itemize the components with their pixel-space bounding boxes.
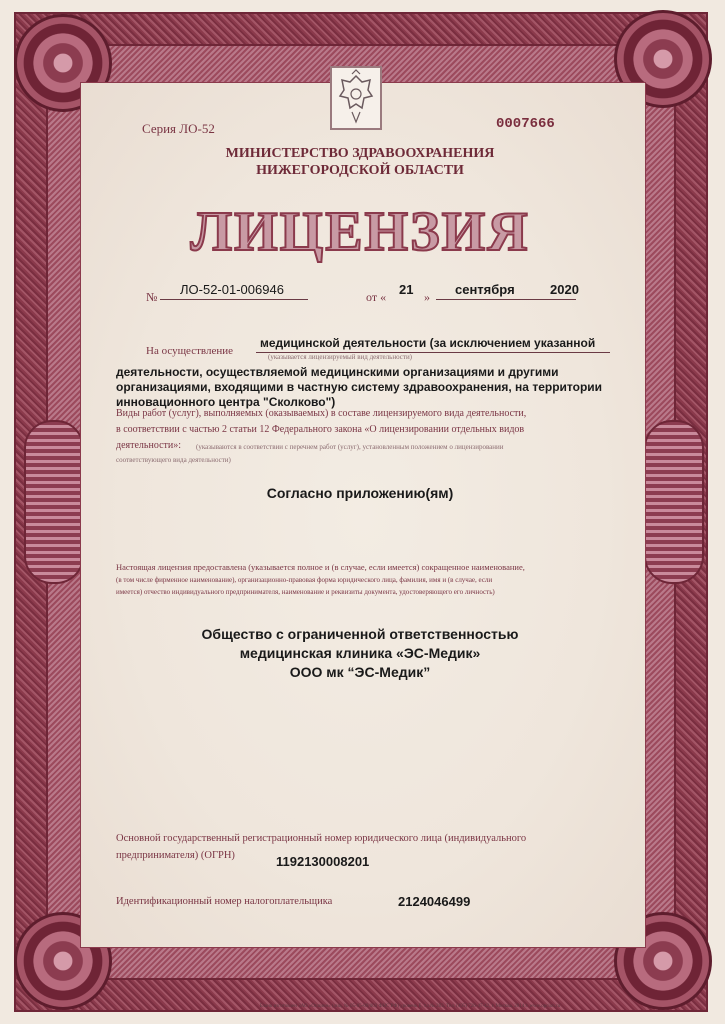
form-number: 0007666 <box>496 116 555 132</box>
ogrn-label-1: Основной государственный регистрационный номер юридического лица (индивидуального <box>116 833 527 844</box>
date-year: 2020 <box>550 282 579 297</box>
side-ornament-icon <box>644 420 704 584</box>
holder-line-1: Настоящая лицензия предоставлена (указывается полное и (в случае, если имеется) сокращенное наименование, <box>116 562 525 572</box>
inn-label: Идентификационный номер налогоплательщика <box>116 896 333 907</box>
double-headed-eagle-icon <box>330 66 382 130</box>
activity-line-2: деятельности, осуществляемой медицинскими организациями и другими <box>116 365 559 379</box>
number-underline <box>160 299 308 300</box>
side-ornament-icon <box>24 420 84 584</box>
holder-line-3: имеется) отчество индивидуального предпринимателя, наименование и реквизиты документа, удостоверяющего его личность) <box>116 588 495 596</box>
works-line-3a: деятельности»: <box>116 440 182 451</box>
date-from-label: от « <box>366 290 387 304</box>
activity-line-1: медицинской деятельности (за исключением указанной <box>260 336 596 350</box>
works-line-4: соответствующего вида деятельности) <box>116 456 231 464</box>
inn-value: 2124046499 <box>398 894 471 909</box>
works-line-1: Виды работ (услуг), выполняемых (оказываемых) в составе лицензируемого вида деятельности, <box>116 408 527 419</box>
number-sign: № <box>146 290 158 304</box>
activity-label: На осуществление <box>146 345 233 357</box>
ministry-line-1: МИНИСТЕРСТВО ЗДРАВООХРАНЕНИЯ <box>225 146 495 161</box>
date-day: 21 <box>399 282 414 297</box>
holder-name-1: Общество с ограниченной ответственностью <box>201 626 519 642</box>
works-line-2: в соответствии с частью 2 статьи 12 Федерального закона «О лицензировании отдельных видов <box>116 424 525 435</box>
date-underline <box>436 299 576 300</box>
series-label: Серия ЛО-52 <box>142 121 215 136</box>
holder-name-3: ООО мк “ЭС-Медик” <box>289 664 431 680</box>
ogrn-value: 1192130008201 <box>276 854 370 869</box>
activity-hint: (указывается лицензируемый вид деятельности) <box>268 353 413 361</box>
activity-line-3: организациями, входящими в частную систему здравоохранения, на территории <box>116 380 603 394</box>
license-number: ЛО-52-01-006946 <box>180 282 284 297</box>
print-info: Бланк изготовлен ЗАО «Опцион» (лиц. № 05-05-09/003 ФНС РФ) уровень Б, т.з.№ 283. Тел. (495) 726-47-42, г. Москва, 2014 г. www.opcion.ru <box>259 1004 561 1009</box>
document-title: ЛИЦЕНЗИЯ <box>190 201 530 263</box>
date-close-quote: » <box>424 290 430 304</box>
activity-line-4: инновационного центра "Сколково") <box>116 395 336 409</box>
holder-name-2: медицинская клиника «ЭС-Медик» <box>239 645 481 661</box>
works-line-3b: (указываются в соответствии с перечнем работ (услуг), установленным положением о лицензировании <box>196 443 504 451</box>
ministry-line-2: НИЖЕГОРОДСКОЙ ОБЛАСТИ <box>256 163 464 178</box>
works-value: Согласно приложению(ям) <box>266 485 454 501</box>
date-month: сентября <box>455 282 515 297</box>
holder-line-2: (в том числе фирменное наименование), организационно-правовая форма юридического лица, фамилия, имя и (в случае, если <box>116 576 493 584</box>
ogrn-label-2: предпринимателя) (ОГРН) <box>116 850 235 861</box>
